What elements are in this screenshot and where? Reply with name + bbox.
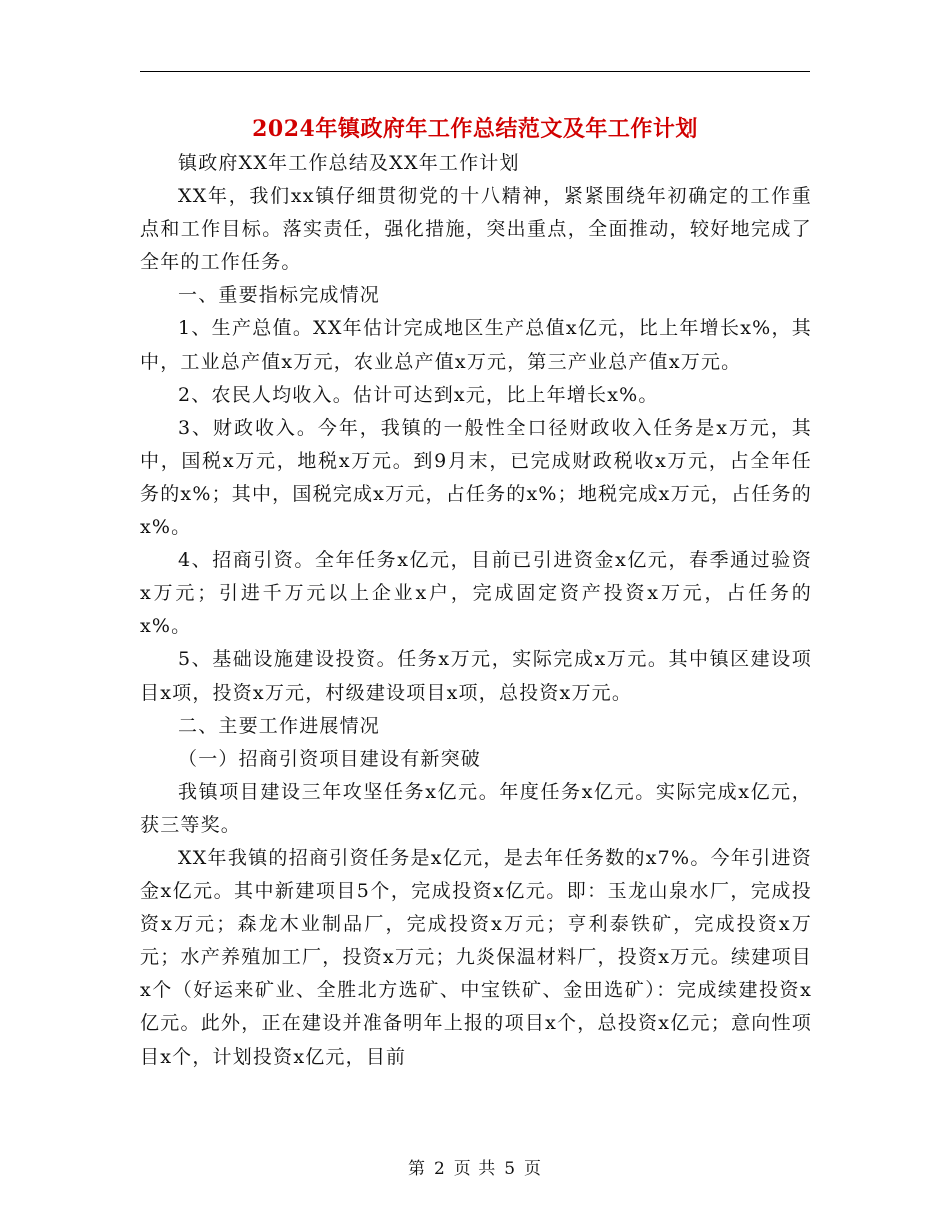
total-pages-number: 5 [504, 1159, 517, 1179]
body-paragraph: XX年我镇的招商引资任务是x亿元，是去年任务数的x7%。今年引进资金x亿元。其中新建项目5个，完成投资x亿元。即：玉龙山泉水厂，完成投资x万元；森龙木业制品厂，完成投资x万元；亨利泰铁矿，完成投资x万元；水产养殖加工厂，投资x万元；九炎保温材料厂，投资x万元。续建项目x个（好运来矿业、全胜北方选矿、中宝铁矿、金田选矿）：完成续建投资x亿元。此外，正在建设并准备明年上报的项目x个，总投资x亿元；意向性项目x个，计划投资x亿元，目前 [140, 846, 812, 1068]
indicator-paragraph: 1、生产总值。XX年估计完成地区生产总值x亿元，比上年增长x%，其中，工业总产值x万元，农业总产值x万元，第三产业总产值x万元。 [140, 317, 812, 373]
indicator-paragraph: 3、财政收入。今年，我镇的一般性全口径财政收入任务是x万元，其中，国税x万元，地税x万元。到9月末，已完成财政税收x万元，占全年任务的x%；其中，国税完成x万元，占任务的x%；地税完成x万元，占任务的x%。 [140, 416, 812, 539]
document-body [140, 147, 812, 1074]
body-paragraph: 我镇项目建设三年攻坚任务x亿元。年度任务x亿元。实际完成x亿元，获三等奖。 [140, 780, 812, 836]
document-title: 2024年镇政府年工作总结范文及年工作计划 [252, 116, 698, 142]
section-heading: 二、主要工作进展情况 [178, 714, 381, 737]
header-rule [140, 71, 810, 72]
page-footer [0, 1154, 950, 1179]
footer-middle: 页 共 [453, 1159, 497, 1179]
footer-suffix: 页 [524, 1159, 543, 1179]
indicator-paragraph: 2、农民人均收入。估计可达到x元，比上年增长x%。 [178, 383, 659, 406]
indicator-paragraph: 5、基础设施建设投资。任务x万元，实际完成x万元。其中镇区建设项目x项，投资x万元，村级建设项目x项，总投资x万元。 [140, 648, 812, 704]
subsection-heading: （一）招商引资项目建设有新突破 [178, 747, 482, 770]
indicator-paragraph: 4、招商引资。全年任务x亿元，目前已引进资金x亿元，春季通过验资x万元；引进千万元以上企业x户，完成固定资产投资x万元，占任务的x%。 [140, 549, 812, 638]
intro-paragraph: XX年，我们xx镇仔细贯彻党的十八精神，紧紧围绕年初确定的工作重点和工作目标。落实责任，强化措施，突出重点，全面推动，较好地完成了全年的工作任务。 [140, 185, 812, 274]
current-page-number: 2 [433, 1159, 446, 1179]
footer-prefix: 第 [407, 1159, 426, 1179]
subtitle-paragraph: 镇政府XX年工作总结及XX年工作计划 [178, 152, 520, 174]
section-heading: 一、重要指标完成情况 [178, 284, 381, 307]
